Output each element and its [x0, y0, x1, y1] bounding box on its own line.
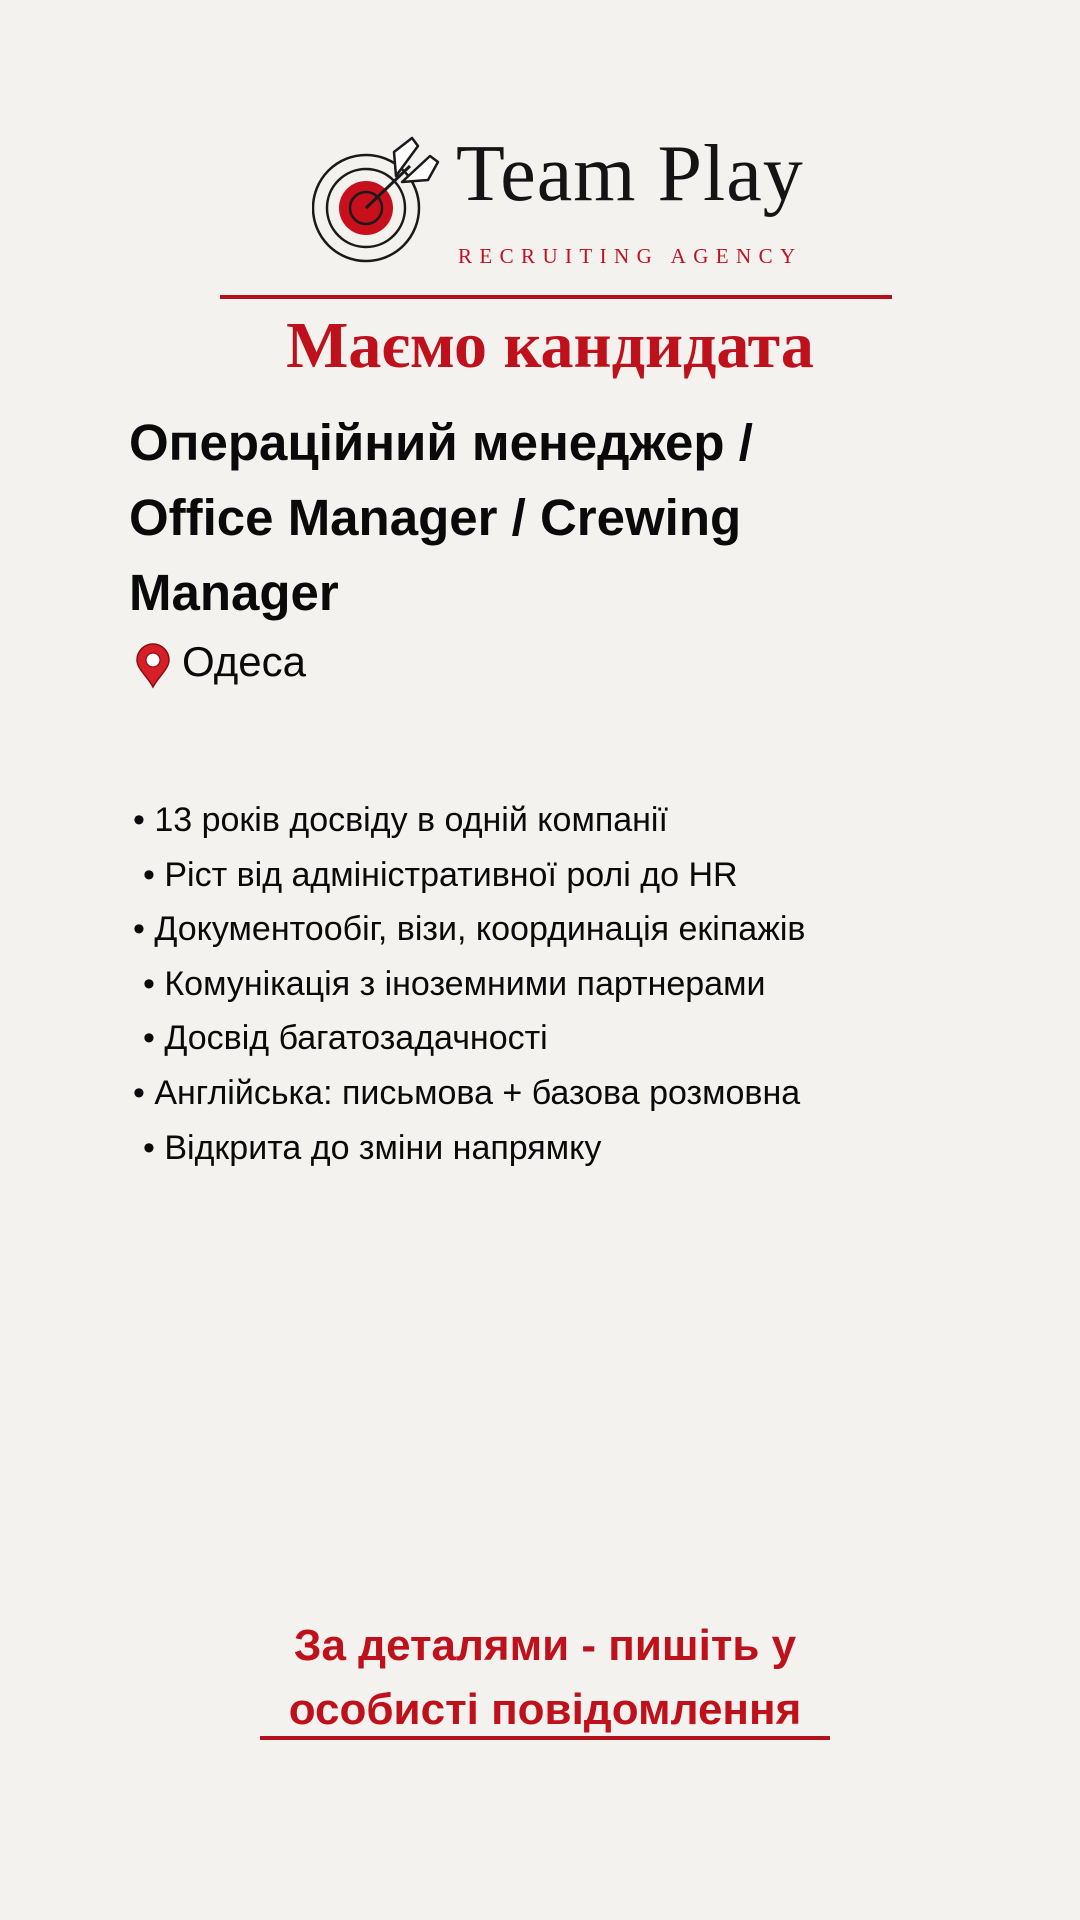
list-item: • Комунікація з іноземними партнерами — [143, 964, 766, 1003]
list-item: • Документообіг, візи, координація екіпажів — [133, 910, 806, 949]
page-headline: Маємо кандидата — [286, 309, 814, 382]
location-city: Одеса — [182, 638, 306, 685]
list-item: • Відкрита до зміни напрямку — [143, 1128, 602, 1167]
job-title: Операційний менеджер / Office Manager / Crewing Manager — [129, 414, 753, 621]
map-pin-icon — [134, 643, 172, 689]
location — [134, 632, 306, 692]
list-item: • Досвід багатозадачності — [143, 1019, 548, 1058]
list-item: • Ріст від адміністративної ролі до HR — [143, 855, 738, 894]
cta-underline — [260, 1736, 830, 1740]
header-divider — [220, 295, 892, 299]
target-arrow-icon — [312, 136, 444, 268]
list-item: • Англійська: письмова + базова розмовна — [133, 1073, 801, 1112]
candidate-highlights-list — [133, 793, 806, 1175]
brand-name: Team Play — [456, 130, 804, 218]
contact-call-to-action: За деталями - пишіть у особисті повідомлення — [288, 1621, 802, 1734]
brand-tagline: RECRUITING AGENCY — [458, 244, 803, 268]
list-item: • 13 років досвіду в одній компанії — [133, 801, 668, 839]
